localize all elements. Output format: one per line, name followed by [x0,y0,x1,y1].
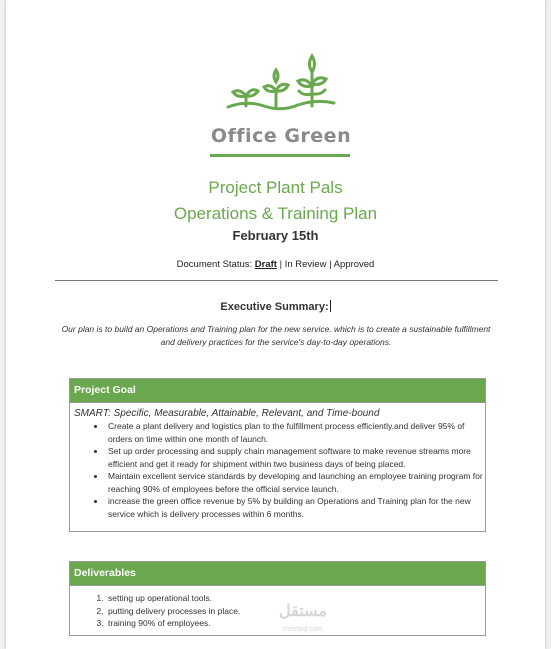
text-cursor [330,300,331,312]
logo-underline [210,154,350,157]
executive-summary-text[interactable]: Our plan is to build an Operations and Training plan for the new service. which is to create a sustainable fulfillment and delivery practices for the service's day-to-day operations. [61,324,491,347]
smart-line[interactable]: SMART: Specific, Measurable, Attainable, Relevant, and Time-bound [74,408,380,419]
status-option-approved[interactable]: Approved [333,259,375,270]
deliverables-header: Deliverables [70,562,485,586]
logo-wordmark: Office Green [210,125,352,147]
list-item[interactable]: 3. training 90% of employees. [106,617,485,630]
project-goal-table [69,378,486,532]
status-label: Document Status: [176,259,253,270]
watermark: مستقل [279,603,327,620]
status-option-in-review[interactable]: In Review [284,259,327,270]
status-option-draft[interactable]: Draft [254,259,277,270]
list-item[interactable]: • Create a plant delivery and logistics plan to the fulfillment process efficiently.and deliver 95% of orders on time within one month of launch. [106,420,485,445]
list-item[interactable]: • increase the green office revenue by 5% by building an Operations and Training plan for the new service which is delivery processes within 6 months. [106,495,485,520]
document-status [6,259,545,270]
sprouts-icon [206,50,356,122]
status-separator: | [279,259,283,270]
executive-summary-heading-text: Executive Summary: [220,301,329,313]
deliverables-table [69,561,486,636]
list-item[interactable]: 2. putting delivery processes in place. [106,605,485,618]
plan-title: Operations & Training Plan [173,204,378,223]
status-separator: | [329,259,332,270]
project-goal-list [70,420,485,520]
watermark-url: mostaql.com [283,626,323,633]
office-green-logo [206,50,356,162]
project-goal-header: Project Goal [70,379,485,403]
project-title: Project Plant Pals [208,178,343,197]
executive-summary-heading[interactable] [6,300,545,313]
horizontal-rule [55,280,498,281]
list-item[interactable]: • Set up order processing and supply chain management software to make revenue streams more efficient and get it ready for shipment within two business days of being placed. [106,445,485,470]
list-item[interactable]: 1. setting up operational tools. [106,592,485,605]
list-item[interactable]: • Maintain excellent service standards by developing and launching an employee training program for reaching 90% of employees before the official service launch. [106,470,485,495]
document-page [6,0,545,649]
document-date: February 15th [232,228,319,243]
